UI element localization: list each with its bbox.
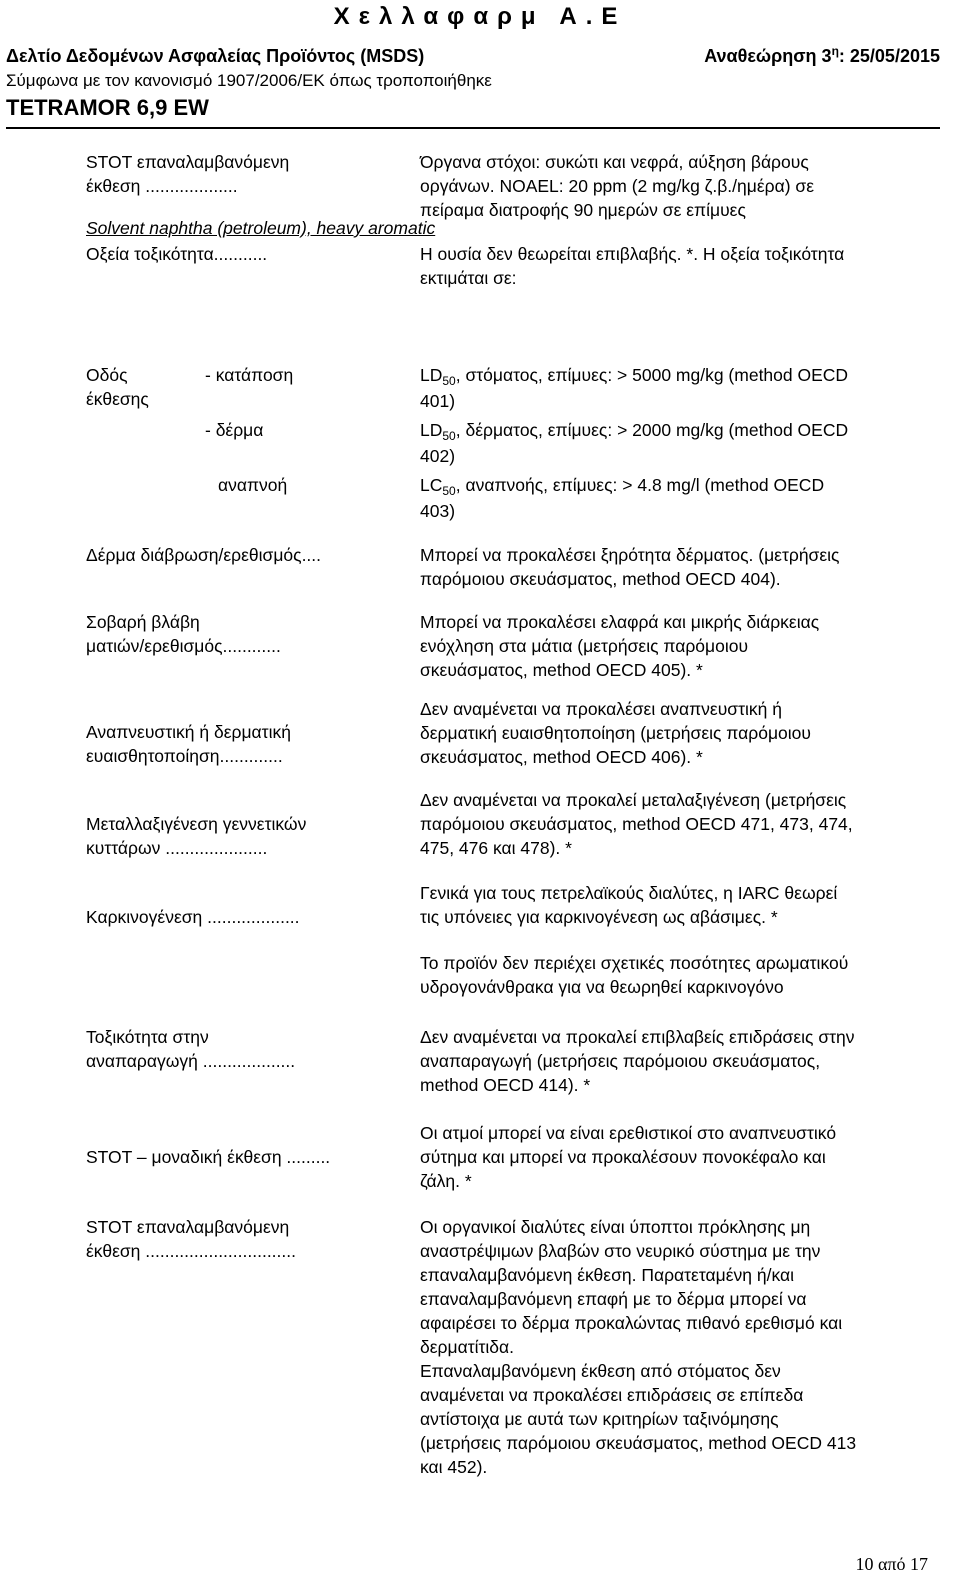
text-mutagenicity: Δεν αναμένεται να προκαλεί μεταλαξιγένεση (μετρήσεις παρόμοιου σκευάσματος, method OECD 471, 473, 474, 475, 476 και 478). * <box>420 790 853 858</box>
text-stot-single: Οι ατμοί μπορεί να είναι ερεθιστικοί στο αναπνευστικό σύτημα και μπορεί να προκαλέσουν πονοκέφαλο και ζάλη. * <box>420 1123 837 1191</box>
label-reproductive-toxicity: Τοξικότητα στην αναπαραγωγή ................... <box>86 1027 296 1071</box>
company-name: Χελλαφαρμ Α.Ε <box>333 3 627 30</box>
route-dermal: - δέρμα <box>205 420 264 440</box>
label-skin-corrosion: Δέρμα διάβρωση/ερεθισμός.... <box>86 545 322 565</box>
revision-info: Αναθεώρηση $3^\eta$: 25/05/2015 <box>704 44 940 66</box>
page-number: 10 από 17 <box>855 1554 928 1574</box>
text-carcinogenicity-note: Το προϊόν δεν περιέχει σχετικές ποσότητες αρωματικού υδρογονάνθρακα για να θεωρηθεί καρκινογόνο <box>420 953 849 997</box>
label-stot-repeated-top: STOT επαναλαμβανόμενη έκθεση ................... <box>86 152 290 196</box>
sds-title: Δελτίο Δεδομένων Ασφαλείας Προϊόντος (MSDS) <box>6 46 425 66</box>
value-oral: $LD_{50}$, στόματος, επίμυες: > 5000 mg/kg (method OECD 401) <box>420 365 849 411</box>
product-name: TETRAMOR 6,9 EW <box>6 95 209 120</box>
text-eye-damage: Μπορεί να προκαλέσει ελαφρά και μικρής διάρκειας ενόχληση στα μάτια (μετρήσεις παρόμοιου σκευάσματος, method OECD 405). * <box>420 612 820 680</box>
text-acute-toxicity: Η ουσία δεν θεωρείται επιβλαβής. *. Η οξεία τοξικότητα εκτιμάται σε: <box>420 244 845 288</box>
label-eye-damage: Σοβαρή βλάβη ματιών/ερεθισμός............ <box>86 612 281 656</box>
value-inhalation: $LC_{50}$, αναπνοής, επίμυες: > 4.8 mg/l (method OECD 403) <box>420 475 825 521</box>
text-sensitisation: Δεν αναμένεται να προκαλέσει αναπνευστική ή δερματική ευαισθητοποίηση (μετρήσεις παρόμοιου σκευάσματος, method OECD 406). * <box>420 699 811 767</box>
label-exposure-route: Οδός έκθεσης <box>86 365 149 409</box>
header-row <box>6 44 940 68</box>
label-mutagenicity: Μεταλλαξιγένεση γεννετικών κυττάρων ..................... <box>86 814 307 858</box>
regulation-line: Σύμφωνα με τον κανονισμό 1907/2006/ΕΚ όπως τροποποιήθηκε <box>6 71 492 90</box>
route-inhalation: αναπνοή <box>218 475 288 495</box>
header-divider <box>6 127 940 129</box>
label-stot-single: STOT – μοναδική έκθεση ......... <box>86 1147 331 1167</box>
label-acute-toxicity: Οξεία τοξικότητα........... <box>86 244 268 264</box>
text-reproductive-toxicity: Δεν αναμένεται να προκαλεί επιβλαβείς επιδράσεις στην αναπαραγωγή (μετρήσεις παρόμοιου σκευάσματος, method OECD 414). * <box>420 1027 855 1095</box>
text-stot-repeated: Οι οργανικοί διαλύτες είναι ύποπτοι πρόκλησης μη αναστρέψιμων βλαβών στο νευρικό σύστημα με την επαναλαμβανόμενη έκθεση. Παρατεταμένη ή/και επαναλαμβανόμενη επαφή με το δέρμα μπορεί να αφαιρέσει το δέρμα προκαλώντας πιθανό ερεθισμό και δερματίτιδα. Επαναλαμβανόμενη έκθεση από στόματος δεν αναμένεται να προκαλέσει επιδράσεις σε επίπεδα αντίστοιχα με αυτά των κριτηρίων ταξινόμησης (μετρήσεις παρόμοιου σκευάσματος, method OECD 413 και 452). <box>420 1217 857 1477</box>
value-dermal: $LD_{50}$, δέρματος, επίμυες: > 2000 mg/kg (method OECD 402) <box>420 420 849 466</box>
substance-heading: Solvent naphtha (petroleum), heavy aromatic <box>86 218 436 238</box>
document-header <box>0 0 960 128</box>
text-skin-corrosion: Μπορεί να προκαλέσει ξηρότητα δέρματος. (μετρήσεις παρόμοιου σκευάσματος, method OECD 404). <box>420 545 840 589</box>
text-stot-repeated-top: Όργανα στόχοι: συκώτι και νεφρά, αύξηση βάρους οργάνων. NOAEL: 20 ppm (2 mg/kg ζ.β./ημέρα) σε πείραμα διατροφής 90 ημερών σε επίμυες <box>420 152 815 220</box>
label-stot-repeated: STOT επαναλαμβανόμενη έκθεση ............................... <box>86 1217 296 1261</box>
route-oral: - κατάποση <box>205 365 294 385</box>
text-carcinogenicity: Γενικά για τους πετρελαϊκούς διαλύτες, η IARC θεωρεί τις υπόνειες για καρκινογένεση ως αβάσιμες. * <box>420 883 838 927</box>
label-carcinogenicity: Καρκινογένεση ................... <box>86 907 300 927</box>
label-sensitisation: Αναπνευστική ή δερματική ευαισθητοποίηση............. <box>86 722 291 766</box>
